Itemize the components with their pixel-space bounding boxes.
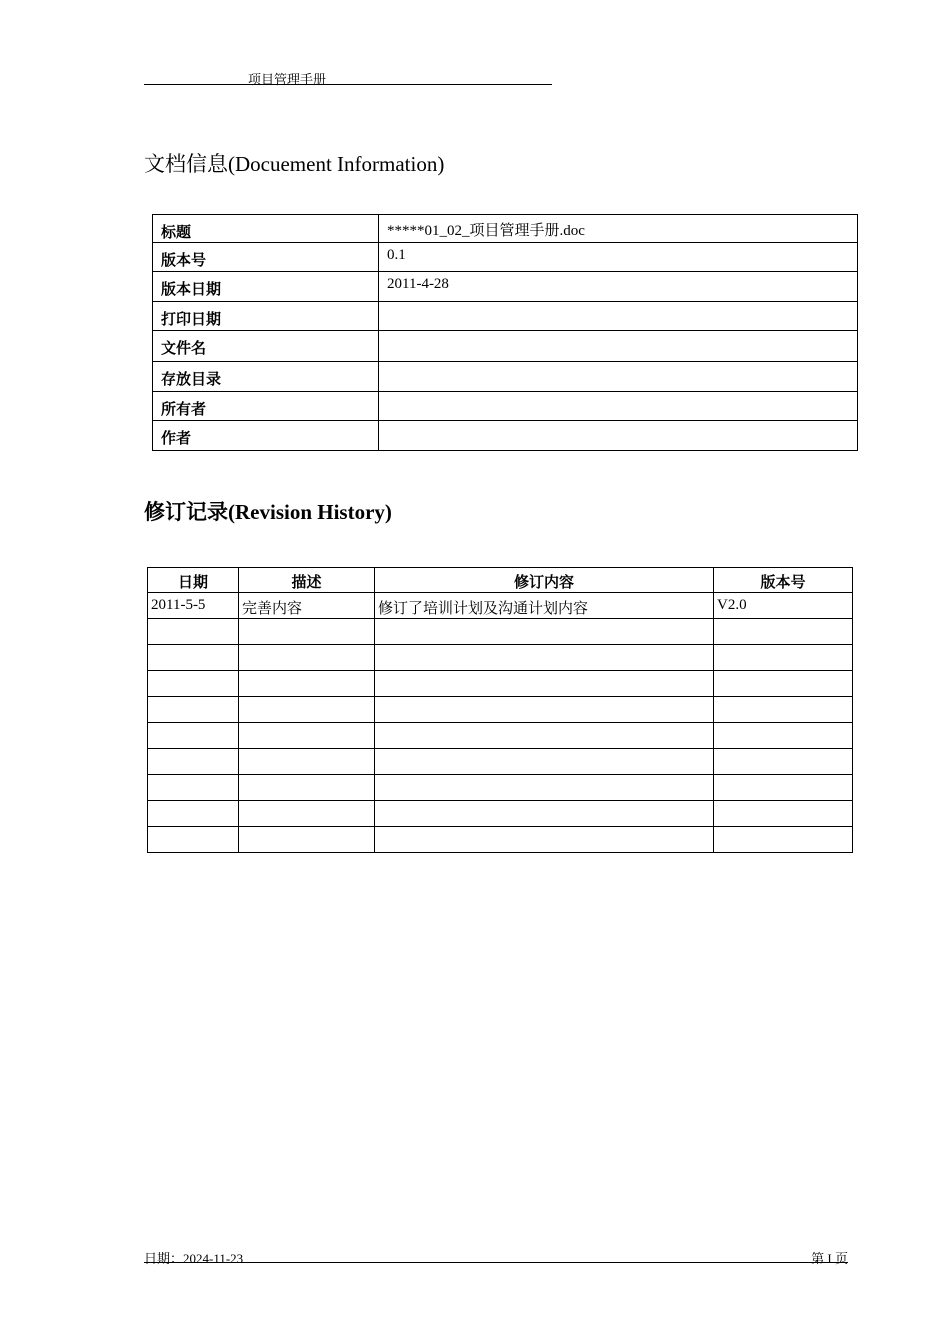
table-row [148,619,853,645]
info-row-filename [153,331,858,362]
cell-date [148,749,239,775]
table-row [148,723,853,749]
cell-content [375,827,714,853]
cell-description [239,645,375,671]
cell-description [239,801,375,827]
cell-description [239,827,375,853]
cell-description [239,775,375,801]
column-header-date: 日期 [148,568,239,593]
footer-date: 日期：2024-11-23 [144,1251,244,1266]
table-row [148,801,853,827]
cell-description [239,749,375,775]
revision-table [147,567,853,853]
page-footer [144,1248,848,1266]
table-row [148,749,853,775]
cell-content [375,723,714,749]
cell-version [714,671,853,697]
info-row-author [153,421,858,451]
header-title: 项目管理手册 [248,72,327,87]
info-label: 标题 [153,215,379,243]
cell-content [375,671,714,697]
table-row [148,827,853,853]
cell-content: 修订了培训计划及沟通计划内容 [375,593,714,619]
footer-page-number: 第 I 页 [811,1251,848,1266]
cell-version [714,723,853,749]
column-header-content: 修订内容 [375,568,714,593]
info-value [379,302,858,331]
cell-content [375,749,714,775]
info-row-print-date [153,302,858,331]
cell-version: V2.0 [714,593,853,619]
cell-description [239,619,375,645]
info-value [379,362,858,392]
info-value [379,392,858,421]
cell-content [375,697,714,723]
cell-version [714,645,853,671]
info-label: 作者 [153,421,379,451]
info-label: 存放目录 [153,362,379,392]
revision-heading: 修订记录(Revision History) [144,500,392,524]
info-value [379,421,858,451]
cell-content [375,801,714,827]
doc-info-table [152,214,858,451]
info-row-version-date [153,272,858,302]
page-header [144,68,552,85]
info-label: 文件名 [153,331,379,362]
cell-date [148,827,239,853]
info-row-owner [153,392,858,421]
info-value [379,331,858,362]
cell-description [239,697,375,723]
cell-date [148,645,239,671]
info-label: 打印日期 [153,302,379,331]
info-value: *****01_02_项目管理手册.doc [379,215,858,243]
table-row [148,671,853,697]
table-row [148,775,853,801]
table-row [148,645,853,671]
cell-version [714,697,853,723]
cell-content [375,775,714,801]
cell-version [714,749,853,775]
info-label: 版本号 [153,243,379,272]
doc-info-heading: 文档信息(Docuement Information) [144,152,445,176]
header-dash: _ [546,74,552,86]
cell-version [714,827,853,853]
cell-description: 完善内容 [239,593,375,619]
cell-date [148,671,239,697]
info-label: 所有者 [153,392,379,421]
info-label: 版本日期 [153,272,379,302]
cell-version [714,775,853,801]
cell-description [239,723,375,749]
cell-date [148,801,239,827]
table-row [148,593,853,619]
info-value: 2011-4-28 [379,272,858,302]
cell-date [148,723,239,749]
cell-date [148,697,239,723]
cell-version [714,619,853,645]
revision-header-row [148,568,853,593]
cell-content [375,645,714,671]
info-row-title [153,215,858,243]
cell-description [239,671,375,697]
info-row-version [153,243,858,272]
cell-content [375,619,714,645]
column-header-version: 版本号 [714,568,853,593]
table-row [148,697,853,723]
cell-date [148,619,239,645]
column-header-description: 描述 [239,568,375,593]
cell-version [714,801,853,827]
info-value: 0.1 [379,243,858,272]
cell-date: 2011-5-5 [148,593,239,619]
cell-date [148,775,239,801]
info-row-directory [153,362,858,392]
